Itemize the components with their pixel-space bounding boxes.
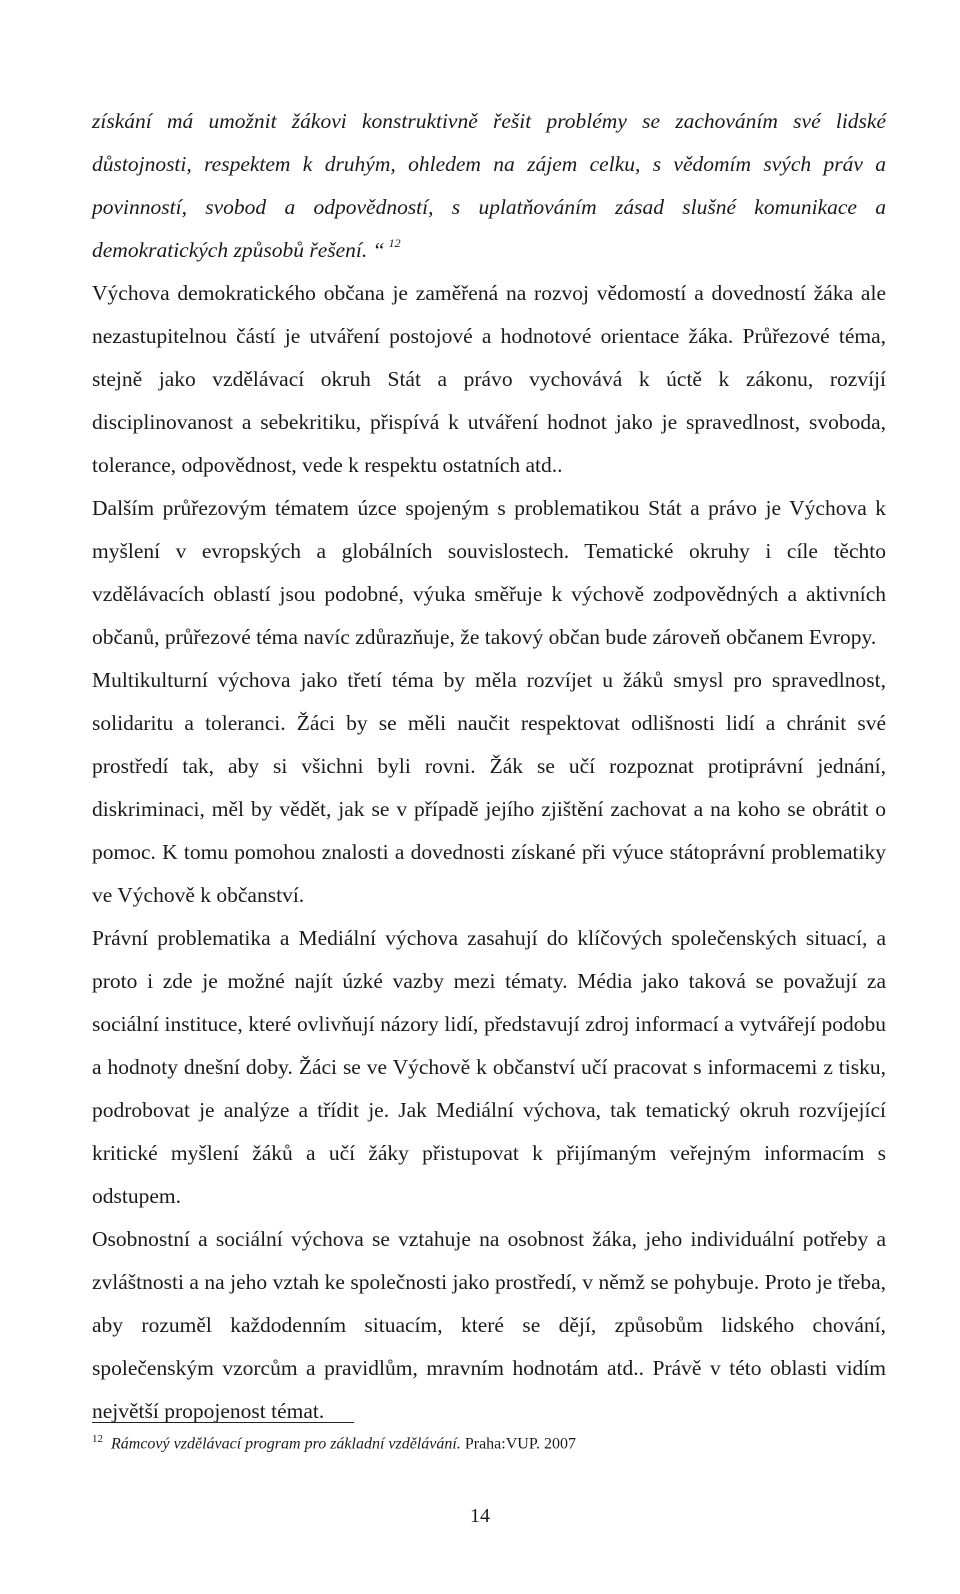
footnote-reference: 12 [388,235,401,250]
footnote-number: 12 [92,1433,103,1445]
footnote-publisher: Praha:VUP. 2007 [464,1435,576,1453]
page-number: 14 [470,1505,490,1527]
quote-text: získání má umožnit žákovi konstruktivně řešit problémy se zachováním své lidské důstojnosti, respektem k druhým, ohledem na zájem celku, s vědomím svých práv a povinností, svobod a odpovědností, s uplatňováním zásad slušné komunikace a demokratických způsobů řešení. “ [92,109,886,262]
footnote-divider [92,1422,354,1423]
footnote-title: Rámcový vzdělávací program pro základní vzdělávání. [111,1435,461,1453]
paragraph-1: Výchova demokratického občana je zaměřená na rozvoj vědomostí a dovedností žáka ale nezastupitelnou částí je utváření postojové a hodnotové orientace žáka. Průřezové téma, stejně jako vzdělávací okruh Stát a právo vychovává k úctě k zákonu, rozvíjí disciplinovanost a sebekritiku, přispívá k utváření hodnot jako je spravedlnost, svoboda, tolerance, odpovědnost, vede k respektu ostatních atd.. [92,281,886,477]
paragraph-2: Dalším průřezovým tématem úzce spojeným s problematikou Stát a právo je Výchova k myšlení v evropských a globálních souvislostech. Tematické okruhy i cíle těchto vzdělávacích oblastí jsou podobné, výuka směřuje k výchově zodpovědných a aktivních občanů, průřezové téma navíc zdůrazňuje, že takový občan bude zároveň občanem Evropy. [92,496,886,649]
paragraph-5: Osobnostní a sociální výchova se vztahuje na osobnost žáka, jeho individuální potřeby a zvláštnosti a na jeho vztah ke společnosti jako prostředí, v němž se pohybuje. Proto je třeba, aby rozuměl každodenním situacím, které se dějí, způsobům lidského chování, společenským vzorcům a pravidlům, mravním hodnotám atd.. Právě v této oblasti vidím největší propojenost témat. [92,1227,886,1423]
paragraph-3: Multikulturní výchova jako třetí téma by měla rozvíjet u žáků smysl pro spravedlnost, solidaritu a toleranci. Žáci by se měli naučit respektovat odlišnosti lidí a chránit své prostředí tak, aby si všichni byli rovni. Žák se učí rozpoznat protiprávní jednání, diskriminaci, měl by vědět, jak se v případě jejího zjištění zachovat a na koho se obrátit o pomoc. K tomu pomohou znalosti a dovednosti získané při výuce státoprávní problematiky ve Výchově k občanství. [92,668,886,907]
quote-paragraph [92,100,886,272]
footnote [92,1428,886,1455]
body-text [92,100,886,1433]
paragraph-4: Právní problematika a Mediální výchova zasahují do klíčových společenských situací, a proto i zde je možné najít úzké vazby mezi tématy. Média jako taková se považují za sociální instituce, které ovlivňují názory lidí, představují zdroj informací a vytvářejí podobu a hodnoty dnešní doby. Žáci se ve Výchově k občanství učí pracovat s informacemi z tisku, podrobovat je analýze a třídit je. Jak Mediální výchova, tak tematický okruh rozvíjející kritické myšlení žáků a učí žáky přistupovat k přijímaným veřejným informacím s odstupem. [92,926,886,1208]
